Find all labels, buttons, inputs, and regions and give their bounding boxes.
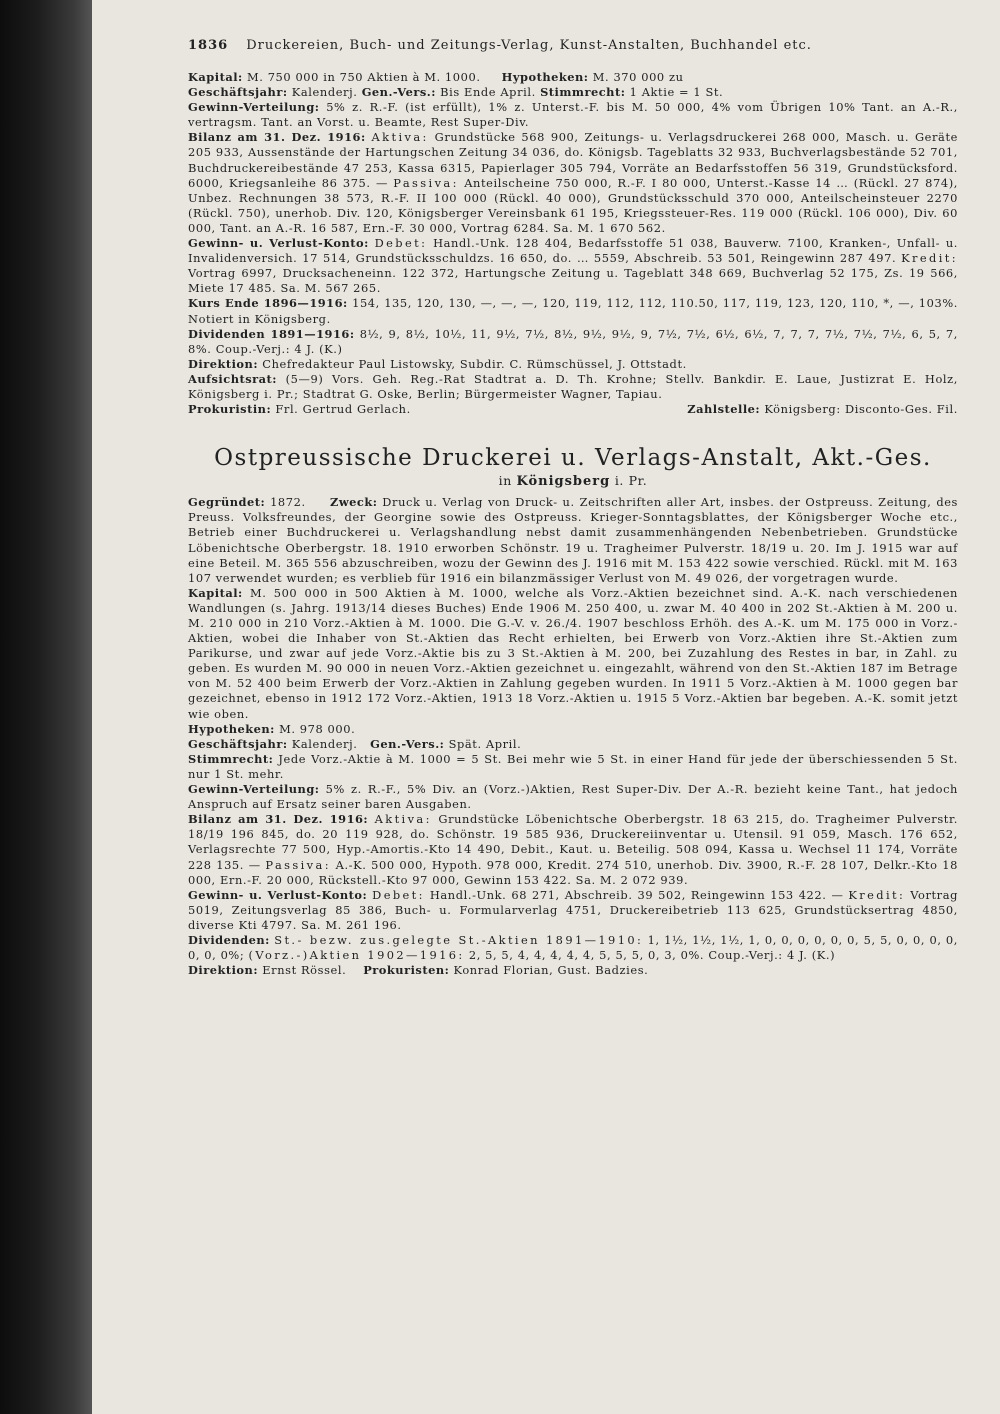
entry-geschaeftsjahr: Geschäftsjahr: Kalenderj. Gen.-Vers.: Bis Ende April. Stimmrecht: 1 Aktie = 1 St.: [188, 85, 724, 100]
entry-gewinn-verteilung-2: Gewinn-Verteilung: 5% z. R.-F., 5% Div. an (Vorz.-)Aktien, Rest Super-Div. Der A.-R. bezieht keine Tant., hat jedoch Anspruch auf Ersatz seiner baren Ausgaben.: [188, 782, 958, 812]
entry-aufsichtsrat: Aufsichtsrat: (5—9) Vors. Geh. Reg.-Rat Stadtrat a. D. Th. Krohne; Stellv. Bankdir. E. Laue, Justizrat E. Holz, Königsberg i. Pr.; Stadtrat G. Oske, Berlin; Bürgermeister Wagner, Tapiau.: [188, 371, 958, 401]
book-spine: [0, 0, 92, 1414]
entry-kapital-hypotheken: Kapital: M. 750 000 in 750 Aktien à M. 1000. Hypotheken: M. 370 000 zu: [188, 70, 684, 84]
running-head-text: Druckereien, Buch- und Zeitungs-Verlag, Kunst-Anstalten, Buchhandel etc.: [246, 38, 812, 53]
entry-geschaeftsjahr-2: Geschäftsjahr: Kalenderj. Gen.-Vers.: Spät. April.: [188, 736, 522, 751]
entry-gegruendet-zweck: Gegründet: 1872. Zweck: Druck u. Verlag von Druck- u. Zeitschriften aller Art, insbes. der Ostpreuss. Zeitung, des Preuss. Volksfreundes, der Georgine sowie des Ostpreuss. Krieger-Sonntagsblattes, der Königsberger Woche etc., Betrieb einer Buchdruckerei u. Verlagshandlung nebst damit zusammenhängenden Nebenbetrieben. Grundstücke Löbenichtsche Oberbergstr. 18. 1910 erworben Schönstr. 19 u. Tragheimer Pulverstr. 18/19 u. 20. Im J. 1915 war auf eine Beteil. M. 365 556 abzuschreiben, wozu der Gewinn des J. 1916 mit M. 153 422 sowie verschied. Rückl. mit M. 163 107 verwendet wurden; es verblieb für 1916 ein bilanzmässiger Verlust von M. 49 026, der vorgetragen wurde.: [188, 495, 958, 585]
document-page: [92, 0, 1000, 1414]
entry-kapital-2: Kapital: M. 500 000 in 500 Aktien à M. 1000, welche als Vorz.-Aktien bezeichnet sind. A.-K. nach verschiedenen Wandlungen (s. Jahrg. 1913/14 dieses Buches) Ende 1906 M. 250 400, u. zwar M. 40 400 in 202 St.-Aktien à M. 200 u. M. 210 000 in 210 Vorz.-Aktien à M. 1000. Die G.-V. v. 26./4. 1907 beschloss Erhöh. des A.-K. um M. 175 000 in Vorz.-Aktien, wobei die Inhaber von St.-Aktien das Recht erhielten, bei Erwerb von Vorz.-Aktien ihre St.-Aktien zum Parikurse, und zwar auf jede Vorz.-Aktie bis zu 3 St.-Aktien à M. 200, bei Zuzahlung des Restes in bar, in Zahl. zu geben. Es wurden M. 90 000 in neuen Vorz.-Aktien gezeichnet u. eingezahlt, während von den St.-Aktien 187 im Betrage von M. 52 400 beim Erwerb der Vorz.-Aktien in Zahlung gegeben wurden. In 1911 5 Vorz.-Aktien à M. 1000 gegen bar gezeichnet, ebenso in 1912 172 Vorz.-Aktien, 1913 18 Vorz.-Aktien u. 1915 5 Vorz.-Aktien bar begeben. A.-K. somit jetzt wie oben.: [188, 585, 958, 721]
entry-bilanz-2: Bilanz am 31. Dez. 1916: Aktiva: Grundstücke Löbenichtsche Oberbergstr. 18 63 215, do. Tragheimer Pulverstr. 18/19 196 845, do. 20 119 928, do. Schönstr. 19 585 936, Druckereiinventar u. Utensil. 91 059, Masch. 176 652, Verlagsrechte 77 500, Hyp.-Amortis.-Kto 14 490, Debit., Kaut. u. Beteilig. 508 094, Kassa u. Wechsel 11 174, Vorräte 228 135. — Passiva: A.-K. 500 000, Hypoth. 978 000, Kredit. 274 510, unerhob. Div. 3900, R.-F. 28 107, Delkr.-Kto 18 000, Ern.-F. 20 000, Rückstell.-Kto 97 000, Gewinn 153 422. Sa. M. 2 072 939.: [188, 812, 958, 887]
running-head: [188, 36, 958, 56]
firm-title: Ostpreussische Druckerei u. Verlags-Anstalt, Akt.-Ges.: [214, 445, 932, 472]
entry-guv: Gewinn- u. Verlust-Konto: Debet: Handl.-Unk. 128 404, Bedarfsstoffe 51 038, Bauverw. 7100, Kranken-, Unfall- u. Invalidenversich. 17 514, Grundstücksschuldzs. 16 650, do. … 5559, Abschreib. 53 501, Reingewinn 287 497. Kredit: Vortrag 6997, Drucksacheneinn. 122 372, Hartungsche Zeitung u. Tageblatt 348 669, Buchverlag 52 175, Zs. 19 566, Miete 17 485. Sa. M. 567 265.: [188, 236, 958, 296]
entry-dividenden: Dividenden 1891—1916: 8½, 9, 8½, 10½, 11, 9½, 7½, 8½, 9½, 9½, 9, 7½, 7½, 6½, 6½, 7, 7, 7, 7½, 7½, 7½, 6, 5, 7, 8%. Coup.-Verj.: 4 J. (K.): [188, 326, 958, 356]
entry-prokuristin-zahlstelle: Prokuristin: Frl. Gertrud Gerlach. Zahlstelle: Königsberg: Disconto-Ges. Fil.: [188, 402, 958, 417]
page-number: 1836: [188, 38, 229, 53]
entry-hypotheken-2: Hypotheken: M. 978 000.: [188, 721, 356, 736]
entry-guv-2: Gewinn- u. Verlust-Konto: Debet: Handl.-Unk. 68 271, Abschreib. 39 502, Reingewinn 153 422. — Kredit: Vortrag 5019, Zeitungsverlag 85 386, Buch- u. Formularverlag 4751, Druckereibetrieb 113 625, Grundstücksertrag 4850, diverse Kti 4797. Sa. M. 261 196.: [188, 887, 959, 932]
entry-dividenden-2: Dividenden: St.- bezw. zus.gelegte St.-Aktien 1891—1910: 1, 1½, 1½, 1½, 1, 0, 0, 0, 0, 0, 0, 5, 5, 0, 0, 0, 0, 0, 0, 0%; (Vorz.-)Aktien 1902—1916: 2, 5, 5, 4, 4, 4, 4, 4, 5, 5, 5, 0, 3, 0%. Coup.-Verj.: 4 J. (K.): [188, 932, 958, 963]
entry-stimmrecht-2: Stimmrecht: Jede Vorz.-Aktie à M. 1000 = 5 St. Bei mehr wie 5 St. in einer Hand für jede der überschiessenden 5 St. nur 1 St. mehr.: [188, 751, 958, 781]
entry-kurs: Kurs Ende 1896—1916: 154, 135, 120, 130, —, —, —, 120, 119, 112, 112, 110.50, 117, 119, 123, 120, 110, *, —, 103%. Notiert in Königsberg.: [188, 296, 958, 326]
page-content: [188, 36, 958, 978]
entry-gewinn-verteilung: Gewinn-Verteilung: 5% z. R.-F. (ist erfüllt), 1% z. Unterst.-F. bis M. 50 000, 4% vom Übrigen 10% Tant. an A.-R., vertragsm. Tant. an Vorst. u. Beamte, Rest Super-Div.: [188, 100, 958, 130]
firm-place: in Königsberg i. Pr.: [498, 473, 648, 490]
entry-bilanz: Bilanz am 31. Dez. 1916: Aktiva: Grundstücke 568 900, Zeitungs- u. Verlagsdruckerei 268 000, Masch. u. Geräte 205 933, Aussenstände der Hartungschen Zeitung 34 036, do. Königsb. Tageblatts 32 933, Buchverlagsbestände 52 701, Buchdruckereibestände 47 253, Kassa 6315, Papierlager 305 794, Vorräte an Bedarfsstoffen 56 319, Grundstücksford. 6000, Kriegsanleihe 86 375. — Passiva: Anteilscheine 750 000, R.-F. I 80 000, Unterst.-Kasse 14 … (Rückl. 27 874), Unbez. Rechnungen 38 573, R.-F. II 100 000 (Rückl. 40 000), Grundstücksschuld 370 000, Anteilscheinsteuer 2270 (Rückl. 750), unerhob. Div. 120, Königsberger Vereinsbank 61 195, Kriegssteuer-Res. 119 000 (Rückl. 106 000), Div. 60 000, Tant. an A.-R. 16 587, Ern.-F. 30 000, Vortrag 6284. Sa. M. 1 670 562.: [188, 130, 958, 235]
entry-direktion: Direktion: Chefredakteur Paul Listowsky, Subdir. C. Rümschüssel, J. Ottstadt.: [188, 356, 687, 371]
entry-direktion-2: Direktion: Ernst Rössel. Prokuristen: Konrad Florian, Gust. Badzies.: [188, 963, 649, 978]
